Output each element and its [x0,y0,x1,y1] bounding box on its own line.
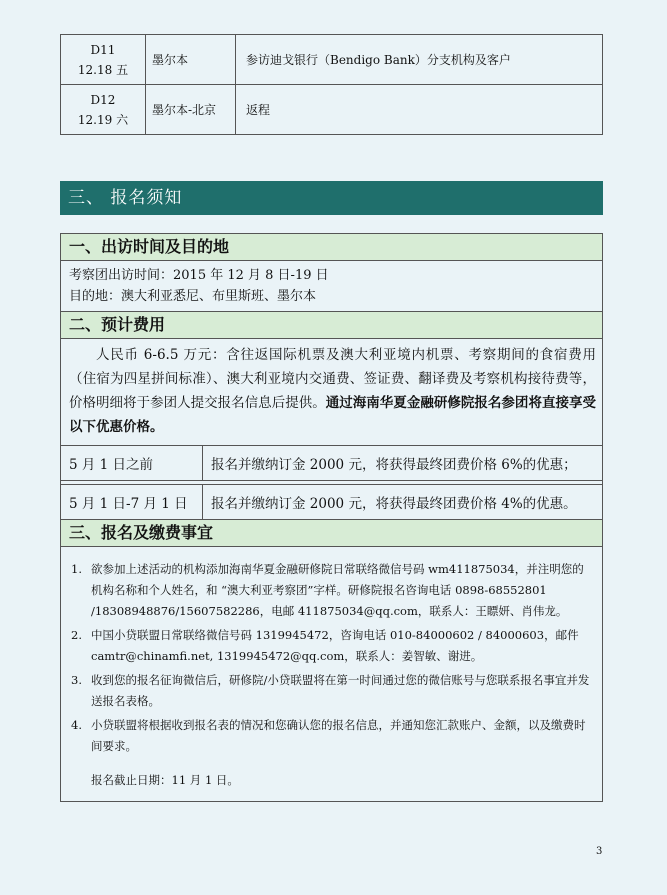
dest-heading: 一、出访时间及目的地 [61,234,602,261]
list-item [71,715,592,757]
date-label: 12.18 五 [77,62,129,77]
discount-row [61,485,602,520]
day-label: D11 [90,42,116,57]
list-item [71,670,592,712]
date-label: 12.19 六 [77,112,129,127]
step-number: 3. [71,673,82,687]
cost-heading: 二、预计费用 [61,312,602,339]
section-title: 三、 报名须知 [60,181,603,215]
activity-cell: 参访迪戈银行（Bendigo Bank）分支机构及客户 [236,35,603,85]
city-cell: 墨尔本-北京 [146,85,236,135]
itinerary-row [61,85,603,135]
cost-text: 人民币 6-6.5 万元：含往返国际机票及澳大利亚境内机票、考察期间的食宿费用（住宿为四星拼间标准）、澳大利亚境内交通费、签证费、翻译费及考察机构接待费等，价格明细将于参团人提交报名信息后提供。 [69,347,596,411]
city-cell: 墨尔本 [146,35,236,85]
cost-body [61,339,602,445]
step-number: 2. [71,628,82,642]
reg-heading: 三、报名及缴费事宜 [61,520,602,547]
discount-text: 报名并缴纳订金 2000 元，将获得最终团费价格 4%的优惠。 [203,485,603,520]
notice-box [60,233,603,802]
step-text: 中国小贷联盟日常联络微信号码 1319945472，咨询电话 010-84000602 / 84000603，邮件 camtr@chinamfi.net, 1319945472@qq.com，联系人：姜智敏、谢进。 [91,628,579,663]
discount-text: 报名并缴纳订金 2000 元，将获得最终团费价格 6%的优惠； [203,446,603,481]
discount-period: 5 月 1 日之前 [61,446,203,481]
list-item [71,625,592,667]
step-number: 4. [71,718,82,732]
dest-place: 目的地：澳大利亚悉尼、布里斯班、墨尔本 [69,289,317,304]
reg-steps [61,547,602,770]
day-cell [61,35,146,85]
cost-bold-text: 通过海南华夏金融研修院报名参团将直接享受以下优惠价格。 [69,395,596,435]
itinerary-table [60,34,603,135]
dest-body [61,261,602,312]
day-label: D12 [90,92,116,107]
step-text: 小贷联盟将根据收到报名表的情况和您确认您的报名信息，并通知您汇款账户、金额，以及缴费时间要求。 [91,718,586,753]
deadline: 报名截止日期：11 月 1 日。 [91,773,239,787]
dest-time: 考察团出访时间：2015 年 12 月 8 日-19 日 [69,268,329,283]
itinerary-row [61,35,603,85]
step-text: 收到您的报名征询微信后，研修院/小贷联盟将在第一时间通过您的微信账号与您联系报名事宜并发送报名表格。 [91,673,590,708]
activity-cell: 返程 [236,85,603,135]
discount-table [61,445,602,520]
discount-row [61,446,602,481]
page-number: 3 [596,846,603,857]
discount-period: 5 月 1 日-7 月 1 日 [61,485,203,520]
step-number: 1. [71,562,82,576]
list-item [71,559,592,622]
day-cell [61,85,146,135]
step-text: 欲参加上述活动的机构添加海南华夏金融研修院日常联络微信号码 wm411875034，并注明您的机构名称和个人姓名，和 “澳大利亚考察团”字样。研修院报名咨询电话 0898-68552801 /18308948876/15607582286，电邮 411875034@qq.com，联系人：王瞟妍、肖伟龙。 [91,562,584,618]
